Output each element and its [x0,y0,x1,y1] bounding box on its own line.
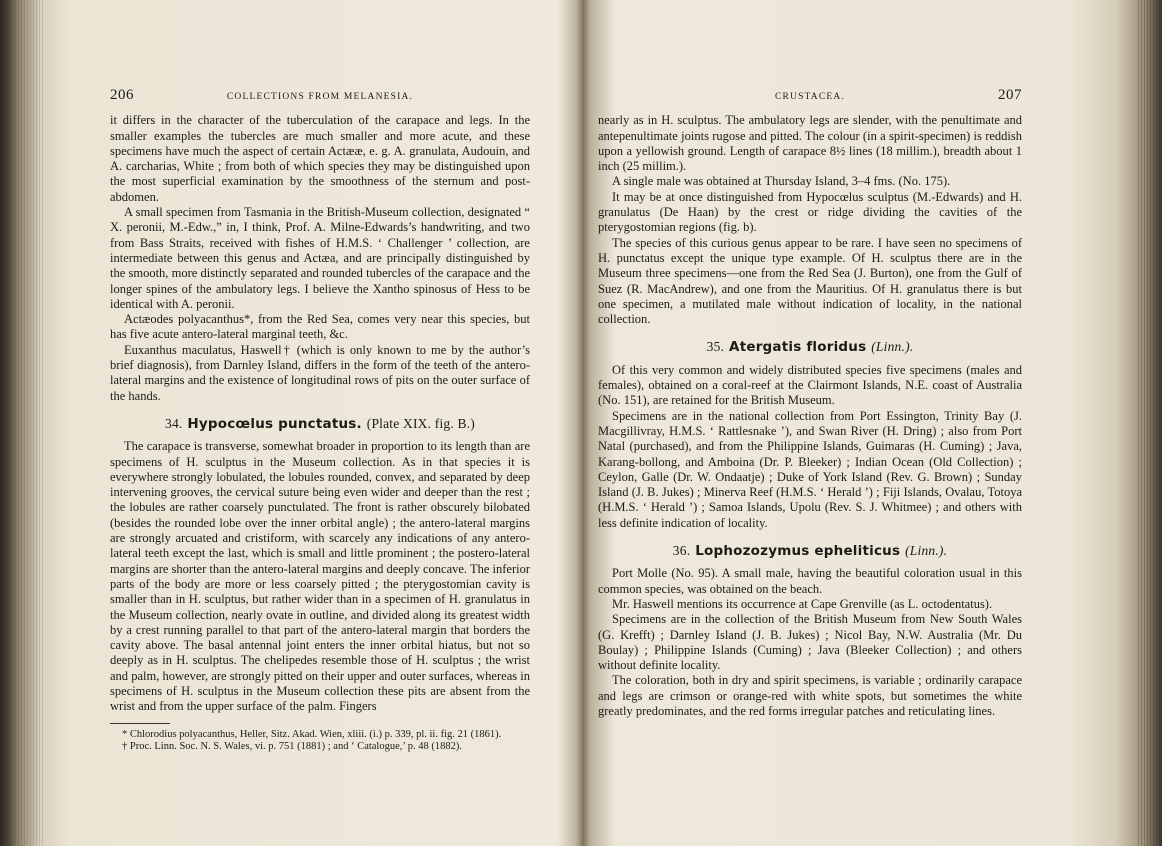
right-running-head [598,88,1022,105]
left-running-title: COLLECTIONS FROM MELANESIA. [226,92,414,102]
left-page-number: 206 [110,87,134,103]
paragraph: The coloration, both in dry and spirit specimens, is variable ; ordinarily carapace and legs are crimson or orange-red with white spots, but sometimes the white greatly predominates, and the red forms irregular patches and reticulating lines. [598,673,1022,718]
paragraph: Actæodes polyacanthus*, from the Red Sea, comes very near this species, but has five acute antero-lateral marginal teeth, &c. [110,312,530,342]
page-edges-left [0,0,44,846]
section-heading-35: 35. Atergatis floridus (Linn.). [706,339,914,356]
paragraph: Specimens are in the national collection from Port Essington, Trinity Bay (J. Macgillivray, H.M.S. ‘ Rattlesnake ’), and Swan River (H. Dring) ; also from Port Natal (purchased), and from the Philippine Islands, Guimaras (H. Cuming) ; Java, Karang-bollong, and Amboina (Dr. P. Bleeker) ; Indian Ocean (Old Collection) ; Ceylon, Galle (Dr. W. Ondaatje) ; Duke of York Island (Rev. G. Brown) ; Sunday Island (J. B. Jukes) ; Minerva Reef (H.M.S. ‘ Herald ’) ; Fiji Islands, Ovalau, Totoya (H.M.S. ‘ Herald ’) ; Samoa Islands, Upolu (Rev. S. J. Whitmee) ; and others with less definite indication of locality. [598,408,1022,530]
paragraph: Of this very common and widely distributed species five specimens (males and females), obtained on a coral-reef at the Clairmont Islands, N.E. coast of Australia (No. 151), are retained for the British Museum. [598,362,1022,408]
page-edges-right [1138,0,1162,846]
footnote: † Proc. Linn. Soc. N. S. Wales, vi. p. 751 (1881) ; and ‘ Catalogue,’ p. 48 (1882). [122,741,462,753]
footnote: * Chlorodius polyacanthus, Heller, Sitz. Akad. Wien, xliii. (i.) p. 339, pl. ii. fig. 21 (1861). [122,728,502,740]
section-heading-34: 34. Hypocœlus punctatus. (Plate XIX. fig. B.) [165,415,475,432]
right-page [598,88,1022,719]
paragraph: Mr. Haswell mentions its occurrence at Cape Grenville (as L. octodentatus). [612,596,993,611]
footnote-rule [110,723,170,724]
paragraph: It may be at once distinguished from Hypocœlus sculptus (M.-Edwards) and H. granulatus (De Haan) by the crest or ridge dividing the cavities of the pterygostomian regions (fig. b). [598,189,1022,235]
paragraph: it differs in the character of the tuberculation of the carapace and legs. In the smaller examples the tubercles are much smaller and more acute, and these specimens have much the aspect of certain Actææ, e. g. A. granulata, Audouin, and A. carcharias, White ; from both of which species they may be distinguished upon the most superficial examination by the smoothness of the sternum and post-abdomen. [110,113,530,204]
right-running-title: CRUSTACEA. [774,92,846,102]
paragraph: A small specimen from Tasmania in the British-Museum collection, designated “ X. peronii, M.-Edw.,” in, I think, Prof. A. Milne-Edwards’s handwriting, and two from Bass Straits, received with fishes of H.M.S. ‘ Challenger ’ collection, are intermediate between this genus and Actæa, and are principally distinguished by the smooth, more distinctly separated and rounded tubercles of the carapace and the longer spines of the ambulatory legs. I believe the Xantho spinosus of Hess to be identical with A. peronii. [110,205,530,311]
paragraph: The species of this curious genus appear to be rare. I have seen no specimens of H. punctatus except the unique type example. Of H. sculptus there are in the Museum three specimens—one from the Red Sea (J. Burton), one from the Gulf of Suez (R. MacAndrew), and one from the Mauritius. Of H. granulatus there is but one specimen, a mutilated male without indication of locality, in the national collection. [598,235,1022,327]
paragraph: nearly as in H. sculptus. The ambulatory legs are slender, with the penultimate and antepenultimate joints rugose and pitted. The colour (in a spirit-specimen) is reddish upon a yellowish ground. Length of carapace 8½ lines (18 millim.), breadth about 1 inch (25 millim.). [598,113,1022,174]
right-page-number: 207 [997,87,1022,103]
left-page [110,88,530,754]
paragraph: Specimens are in the collection of the British Museum from New South Wales (G. Krefft) ; Darnley Island (J. B. Jukes) ; Nicol Bay, N.W. Australia (Mr. Du Boulay) ; Philippine Islands (Cuming) ; Java (Bleeker Collection) ; and others without definite locality. [598,612,1022,673]
paragraph: A single male was obtained at Thursday Island, 3–4 fms. (No. 175). [612,174,951,189]
paragraph: Port Molle (No. 95). A small male, having the beautiful coloration usual in this common species, was obtained on the beach. [598,566,1022,596]
left-running-head [110,88,530,105]
paragraph: Euxanthus maculatus, Haswell† (which is only known to me by the author’s brief diagnosis), from Darnley Island, differs in the form of the teeth of the antero-lateral margins and the existence of longitudinal rows of pits on the outer surface of the hands. [110,342,530,403]
section-heading-36: 36. Lophozozymus epheliticus (Linn.). [672,543,948,560]
paragraph: The carapace is transverse, somewhat broader in proportion to its length than are specimens of H. sculptus in the Museum collection. As in that species it is everywhere strongly lobulated, the lobules rounded, convex, and separated by deep intervening grooves, the cervical suture being even wider and deeper than the rest ; the lobules are rather coarsely punctulated. The front is rather obscurely bilobated (besides the rounded lobe over the inner orbital angle) ; the antero-lateral margins are strongly arcuated and cristiform, with scarcely any indications of any antero-lateral teeth except the last, which is small and little prominent ; the postero-lateral margins are shorter than the antero-lateral margins and deeply concave. The inferior parts of the body are more or less coarsely pitted ; the pterygostomian cavity is smaller than in H. sculptus, but rather wider than in a specimen of H. granulatus in the Museum collection, nearly ovate in outline, and divided along its greatest width by a crest running parallel to that part of the antero-lateral margin that borders the cavity above. The basal antennal joint enters the inner orbital hiatus, but not so deeply as in H. sculptus. The chelipedes resemble those of H. sculptus ; the wrist and palm, however, are strongly pitted on their upper and outer surfaces, whereas in specimens of H. sculptus in the Museum collection these pits are absent from the wrist and from the upper surface of the palm. Fingers [110,439,530,714]
